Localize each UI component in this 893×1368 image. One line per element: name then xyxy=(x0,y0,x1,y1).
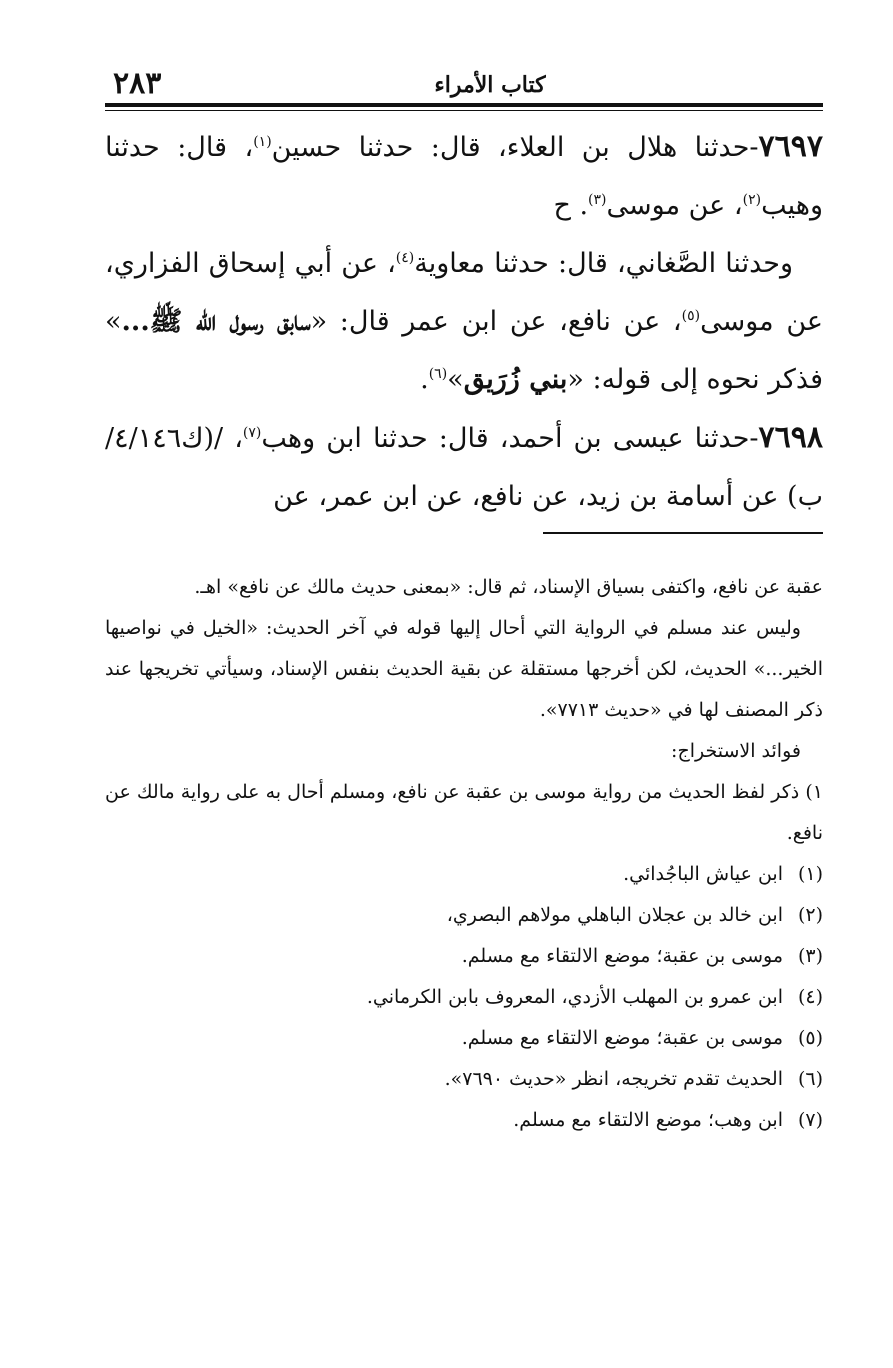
hadith-7697 xyxy=(105,118,823,235)
footnote-mark: (٥) xyxy=(797,1027,823,1049)
hadith-text: . ح xyxy=(553,190,589,221)
hadith-text: » فذكر نحوه إلى قوله: « xyxy=(105,306,823,395)
matn-quote: بني زُرَيق xyxy=(463,364,568,395)
footnote-mark: (٦) xyxy=(797,1068,823,1090)
footnote-text: ابن خالد بن عجلان الباهلي مولاهم البصري، xyxy=(446,904,783,926)
book-title: كتاب الأمراء xyxy=(434,72,546,98)
footnote-text: موسى بن عقبة؛ موضع الالتقاء مع مسلم. xyxy=(461,1027,783,1049)
note-continuation: عقبة عن نافع، واكتفى بسياق الإسناد، ثم قال: «بمعنى حديث مالك عن نافع» اهـ. xyxy=(194,576,823,598)
footnote-1 xyxy=(105,854,823,895)
hadith-text: ، عن أبي إسحاق الفزاري، عن موسى xyxy=(105,248,823,337)
footnote-mark: (١) xyxy=(797,863,823,885)
hadith-text: وحدثنا الصَّغاني، قال: حدثنا معاوية xyxy=(414,248,793,279)
note-benefit: ١) ذكر لفظ الحديث من رواية موسى بن عقبة عن نافع، ومسلم أحال به على رواية مالك عن نافع. xyxy=(105,781,823,844)
hadith-number: ٧٦٩٨ xyxy=(758,420,823,455)
footnote-text: ابن عمرو بن المهلب الأزدي، المعروف بابن الكرماني. xyxy=(366,986,783,1008)
footnote-separator xyxy=(543,532,823,534)
footnote-text: الحديث تقدم تخريجه، انظر «حديث ٧٦٩٠». xyxy=(444,1068,783,1090)
hadith-text: ، قال: حدثنا وهيب xyxy=(105,132,823,221)
hadith-text: ، /(ك٤/١٤٦/ب) عن أسامة بن زيد، عن نافع، عن ابن عمر، عن xyxy=(105,423,823,512)
page-header xyxy=(105,66,823,102)
header-rule-thick xyxy=(105,103,823,107)
main-text xyxy=(105,118,823,526)
footnote-ref: (٥) xyxy=(681,308,701,324)
matn-quote: سابق رسول الله ﷺ... xyxy=(121,306,311,337)
footnotes-section xyxy=(105,567,823,1141)
note-heading: فوائد الاستخراج: xyxy=(671,740,801,762)
footnote-5 xyxy=(105,1018,823,1059)
footnote-3 xyxy=(105,936,823,977)
hadith-text: ، عن نافع، عن ابن عمر قال: « xyxy=(310,306,682,337)
footnote-ref: (٣) xyxy=(588,192,607,208)
footnote-mark: (٤) xyxy=(797,986,823,1008)
footnote-4 xyxy=(105,977,823,1018)
footnote-mark: (٣) xyxy=(797,945,823,967)
footnote-mark: (٢) xyxy=(797,904,823,926)
footnote-mark: (٧) xyxy=(797,1109,823,1131)
footnote-ref: (٦) xyxy=(428,366,448,382)
footnote-text: موسى بن عقبة؛ موضع الالتقاء مع مسلم. xyxy=(461,945,783,967)
footnote-2 xyxy=(105,895,823,936)
hadith-7697-chain-2 xyxy=(105,235,823,409)
footnote-ref: (١) xyxy=(253,134,272,150)
footnote-6 xyxy=(105,1059,823,1100)
footnote-ref: (٧) xyxy=(242,425,262,441)
footnote-text: ابن عياش الباجُدائي. xyxy=(623,863,783,885)
footnote-text: ابن وهب؛ موضع الالتقاء مع مسلم. xyxy=(513,1109,783,1131)
hadith-text: -حدثنا هلال بن العلاء، قال: حدثنا حسين xyxy=(271,132,759,163)
hadith-text: -حدثنا عيسى بن أحمد، قال: حدثنا ابن وهب xyxy=(261,423,759,454)
header-rule-thin xyxy=(105,110,823,111)
page-number: ٢٨٣ xyxy=(113,66,162,101)
hadith-number: ٧٦٩٧ xyxy=(758,129,823,164)
hadith-text: . xyxy=(420,364,429,395)
hadith-7698 xyxy=(105,409,823,526)
hadith-text: ، عن موسى xyxy=(606,190,743,221)
footnote-ref: (٢) xyxy=(742,192,762,208)
footnote-7 xyxy=(105,1100,823,1141)
note-paragraph: وليس عند مسلم في الرواية التي أحال إليها قوله في آخر الحديث: «الخيل في نواصيها الخير...» الحديث، لكن أخرجها مستقلة عن بقية الحديث بنفس الإسناد، وسيأتي تخريجها عند ذكر المصنف لها في «حديث ٧٧١٣». xyxy=(105,617,823,721)
footnote-ref: (٤) xyxy=(395,250,415,266)
hadith-text: » xyxy=(447,364,464,395)
